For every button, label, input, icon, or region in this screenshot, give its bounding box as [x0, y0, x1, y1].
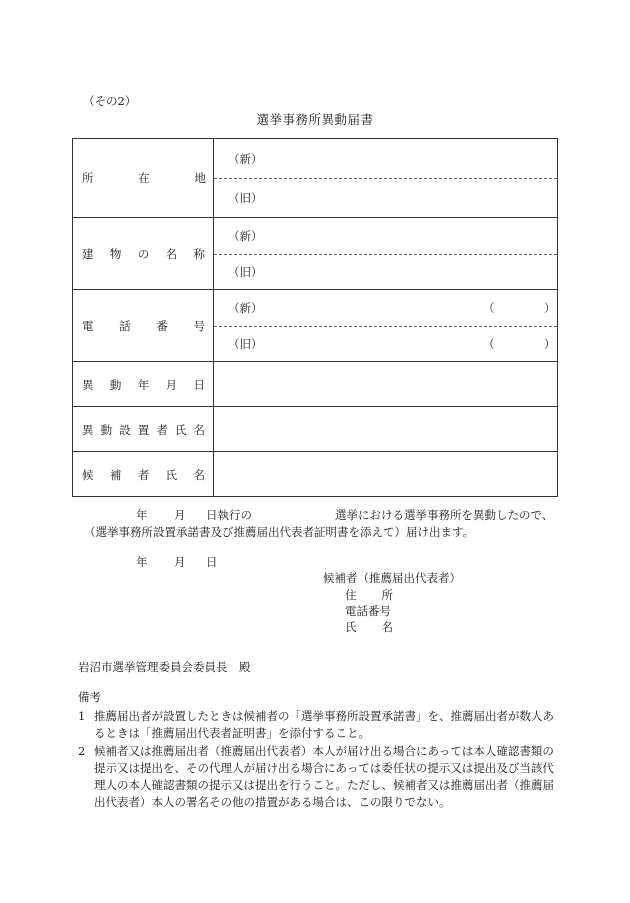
date-month: 月 [174, 555, 186, 569]
label-change-date [73, 362, 214, 407]
signature-phone: 電話番号 [345, 604, 391, 618]
building-new[interactable]: （新） [214, 218, 557, 255]
row-location [73, 139, 558, 218]
remarks-heading: 備考 [78, 690, 101, 704]
phone-old[interactable]: （旧） （ ） [228, 337, 556, 351]
signature-name: 氏 名 [345, 620, 393, 634]
addressee: 岩沼市選挙管理委員会委員長 殿 [78, 660, 251, 674]
statement-month: 月 [174, 508, 186, 522]
label-candidate [73, 452, 214, 497]
row-change-date [73, 362, 558, 407]
phone-label: 電 話 番 号 [82, 319, 205, 333]
date-year: 年 [136, 555, 148, 569]
candidate-field[interactable] [214, 452, 558, 497]
office-change-table [72, 138, 558, 497]
remark-item-1: 1 推薦届出者が設置したときは候補者の「選挙事務所設置承諾書」を、推薦届出者が数人あるときは「推薦届出代表者証明書」を添付すること。 [78, 709, 554, 740]
location-label: 所 在 地 [82, 171, 206, 185]
signature-candidate: 候補者（推薦届出代表者） [323, 571, 461, 585]
row-candidate [73, 452, 558, 497]
statement-year: 年 [136, 508, 148, 522]
change-date-label: 異 動 年 月 日 [82, 378, 205, 392]
location-new[interactable]: （新） [214, 139, 557, 179]
value-building [214, 218, 558, 290]
label-building [73, 218, 214, 290]
page-title: 選挙事務所異動届書 [256, 112, 374, 127]
phone-new[interactable]: （新） （ ） [214, 290, 557, 327]
statement-day-exec: 日執行の [206, 508, 252, 522]
row-building [73, 218, 558, 290]
installer-label: 異 動 設 置 者 氏 名 [82, 423, 205, 437]
date-day: 日 [206, 555, 218, 569]
statement-line1-end: 選挙における選挙事務所を異動したので、 [335, 508, 554, 522]
building-label: 建 物 の 名 称 [82, 247, 205, 261]
remark-item-2: 2 候補者又は推薦届出者（推薦届出代表者）本人が届け出る場合にあっては本人確認書類の提示又は提出を、その代理人が届け出る場合にあっては委任状の提示又は提出及び当該代理人の本人確認書類の提示又は提出を行うこと。ただし、候補者又は推薦届出者（推薦届出代表者）本人の署名その他の措置がある場合は、この限りでない。 [78, 744, 554, 809]
value-location [214, 139, 558, 218]
building-old[interactable]: （旧） [228, 265, 263, 279]
label-location [73, 139, 214, 218]
installer-field[interactable] [214, 407, 558, 452]
signature-address: 住 所 [345, 588, 393, 602]
statement-line2: （選挙事務所設置承諾書及び推薦届出代表者証明書を添えて）届け出ます。 [84, 525, 475, 539]
row-phone [73, 290, 558, 362]
form-number: （その2） [83, 94, 137, 108]
row-installer [73, 407, 558, 452]
location-old[interactable]: （旧） [228, 191, 263, 205]
label-phone [73, 290, 214, 362]
value-phone [214, 290, 558, 362]
candidate-label: 候 補 者 氏 名 [82, 468, 205, 482]
label-installer [73, 407, 214, 452]
change-date-field[interactable] [214, 362, 558, 407]
